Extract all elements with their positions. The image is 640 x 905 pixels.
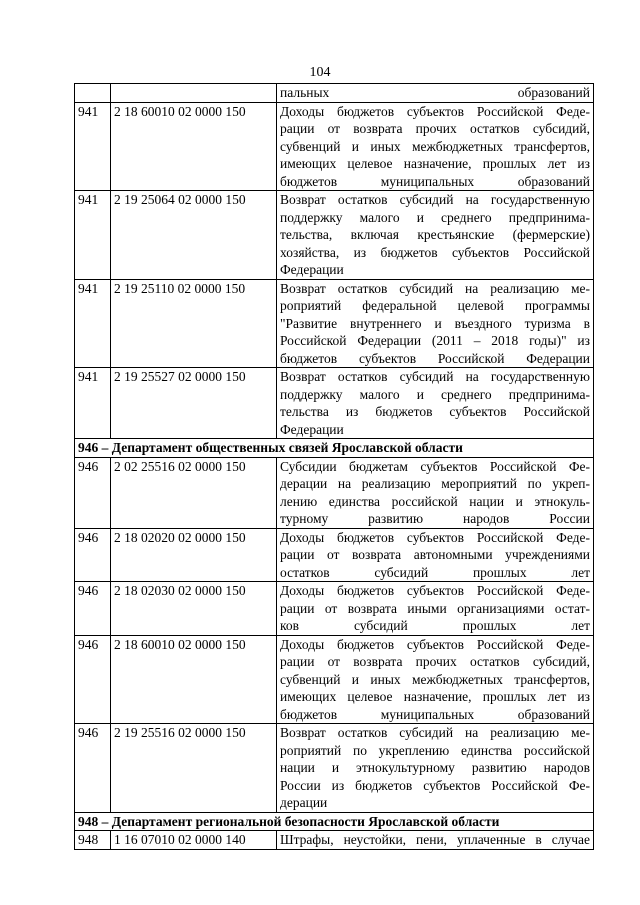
admin-code-cell: 941 <box>75 191 111 280</box>
description-line: Доходы бюджетов субъектов Российской Феде- <box>280 583 590 598</box>
description-cell <box>277 279 594 368</box>
table-body <box>75 84 594 850</box>
description-line: Возврат остатков субсидий на государственную <box>280 369 590 384</box>
revenue-code-cell: 2 18 60010 02 0000 150 <box>111 102 277 191</box>
revenue-code-cell: 2 18 02020 02 0000 150 <box>111 528 277 582</box>
description-line: Федерации <box>280 421 344 437</box>
page-number: 104 <box>309 65 331 80</box>
description-line: бюджетов муниципальных образований <box>280 706 590 722</box>
description-cell <box>277 724 594 813</box>
description-line: ков субсидий прошлых лет <box>280 618 590 633</box>
description-line: хозяйства, из бюджетов субъектов Российской <box>280 244 590 260</box>
admin-code-cell <box>75 84 111 103</box>
description-cell <box>277 368 594 439</box>
description-line: имеющих целевое назначение, прошлых лет из <box>280 156 590 171</box>
description-line: остатков субсидий прошлых лет <box>280 564 590 580</box>
admin-code-cell: 946 <box>75 528 111 582</box>
revenue-code-cell: 2 19 25516 02 0000 150 <box>111 724 277 813</box>
description-line: лению единства российской нации и этнокуль- <box>280 493 590 509</box>
table-row <box>75 279 594 368</box>
description-cell <box>277 528 594 582</box>
description-cell <box>277 635 594 724</box>
admin-code-cell: 946 <box>75 582 111 636</box>
section-header-row <box>75 439 594 458</box>
description-line: бюджетов муниципальных образований <box>280 173 590 189</box>
section-title: 948 – Департамент региональной безопасности Ярославской области <box>75 812 594 831</box>
description-line: имеющих целевое назначение, прошлых лет из <box>280 689 590 704</box>
description-line: пальных образований <box>280 85 590 100</box>
revenue-code-cell: 2 19 25064 02 0000 150 <box>111 191 277 280</box>
description-line: Российской Федерации (2011 – 2018 годы)" из <box>280 333 590 348</box>
revenue-code-cell: 2 18 02030 02 0000 150 <box>111 582 277 636</box>
description-cell <box>277 831 594 850</box>
description-line: Субсидии бюджетам субъектов Российской Фе- <box>280 458 590 474</box>
table-row <box>75 528 594 582</box>
description-line: рации от возврата иными организациями остат- <box>280 600 590 616</box>
description-line: Федерации <box>280 262 344 277</box>
description-line: тельства, включая крестьянские (фермерские) <box>280 227 590 242</box>
admin-code-cell: 946 <box>75 457 111 528</box>
description-line: Штрафы, неустойки, пени, уплаченные в случае <box>280 832 590 847</box>
admin-code-cell: 941 <box>75 368 111 439</box>
admin-code-cell: 941 <box>75 102 111 191</box>
description-cell <box>277 191 594 280</box>
budget-classification-table <box>74 83 594 850</box>
description-line: Доходы бюджетов субъектов Российской Феде- <box>280 529 590 545</box>
table-row <box>75 635 594 724</box>
description-line: дерации на реализацию мероприятий по укреп- <box>280 476 590 491</box>
description-line: "Развитие внутреннего и въездного туризма в <box>280 315 590 331</box>
description-line: Возврат остатков субсидий на реализацию ме- <box>280 280 590 296</box>
section-header-row <box>75 812 594 831</box>
description-line: тельства из бюджетов субъектов Российской <box>280 404 590 419</box>
description-line: субвенций и иных межбюджетных трансфертов, <box>280 671 590 687</box>
continuation-row <box>75 84 594 103</box>
revenue-code-cell <box>111 84 277 103</box>
revenue-code-cell: 1 16 07010 02 0000 140 <box>111 831 277 850</box>
table-row <box>75 191 594 280</box>
description-cell <box>277 84 594 103</box>
description-line: роприятий федеральной целевой программы <box>280 298 590 313</box>
table-row <box>75 724 594 813</box>
description-cell <box>277 102 594 191</box>
table-row <box>75 368 594 439</box>
table-row <box>75 831 594 850</box>
description-line: рации от возврата прочих остатков субсидий, <box>280 121 590 136</box>
description-line: Доходы бюджетов субъектов Российской Феде- <box>280 103 590 119</box>
description-line: рации от возврата прочих остатков субсидий, <box>280 654 590 669</box>
revenue-code-cell: 2 19 25527 02 0000 150 <box>111 368 277 439</box>
table-row <box>75 582 594 636</box>
revenue-code-cell: 2 02 25516 02 0000 150 <box>111 457 277 528</box>
section-title: 946 – Департамент общественных связей Ярославской области <box>75 439 594 458</box>
description-line: рации от возврата автономными учреждениями <box>280 547 590 562</box>
description-line: бюджетов субъектов Российской Федерации <box>280 350 590 366</box>
admin-code-cell: 946 <box>75 635 111 724</box>
revenue-code-cell: 2 19 25110 02 0000 150 <box>111 279 277 368</box>
description-line: Возврат остатков субсидий на реализацию ме- <box>280 725 590 740</box>
admin-code-cell: 948 <box>75 831 111 850</box>
admin-code-cell: 941 <box>75 279 111 368</box>
description-line: поддержку малого и среднего предпринима- <box>280 386 590 402</box>
description-line: нации и этнокультурному развитию народов <box>280 760 590 775</box>
table-row <box>75 102 594 191</box>
revenue-code-cell: 2 18 60010 02 0000 150 <box>111 635 277 724</box>
description-line: дерации <box>280 795 328 810</box>
description-line: Возврат остатков субсидий на государственную <box>280 192 590 207</box>
description-line: роприятий по укреплению единства российской <box>280 742 590 758</box>
description-line: субвенций и иных межбюджетных трансфертов, <box>280 138 590 154</box>
description-line: Доходы бюджетов субъектов Российской Феде- <box>280 636 590 652</box>
description-line: России из бюджетов субъектов Российской Фе- <box>280 777 590 793</box>
admin-code-cell: 946 <box>75 724 111 813</box>
description-line: поддержку малого и среднего предпринима- <box>280 209 590 225</box>
table-row <box>75 457 594 528</box>
description-cell <box>277 582 594 636</box>
description-line: турному развитию народов России <box>280 511 590 526</box>
description-cell <box>277 457 594 528</box>
